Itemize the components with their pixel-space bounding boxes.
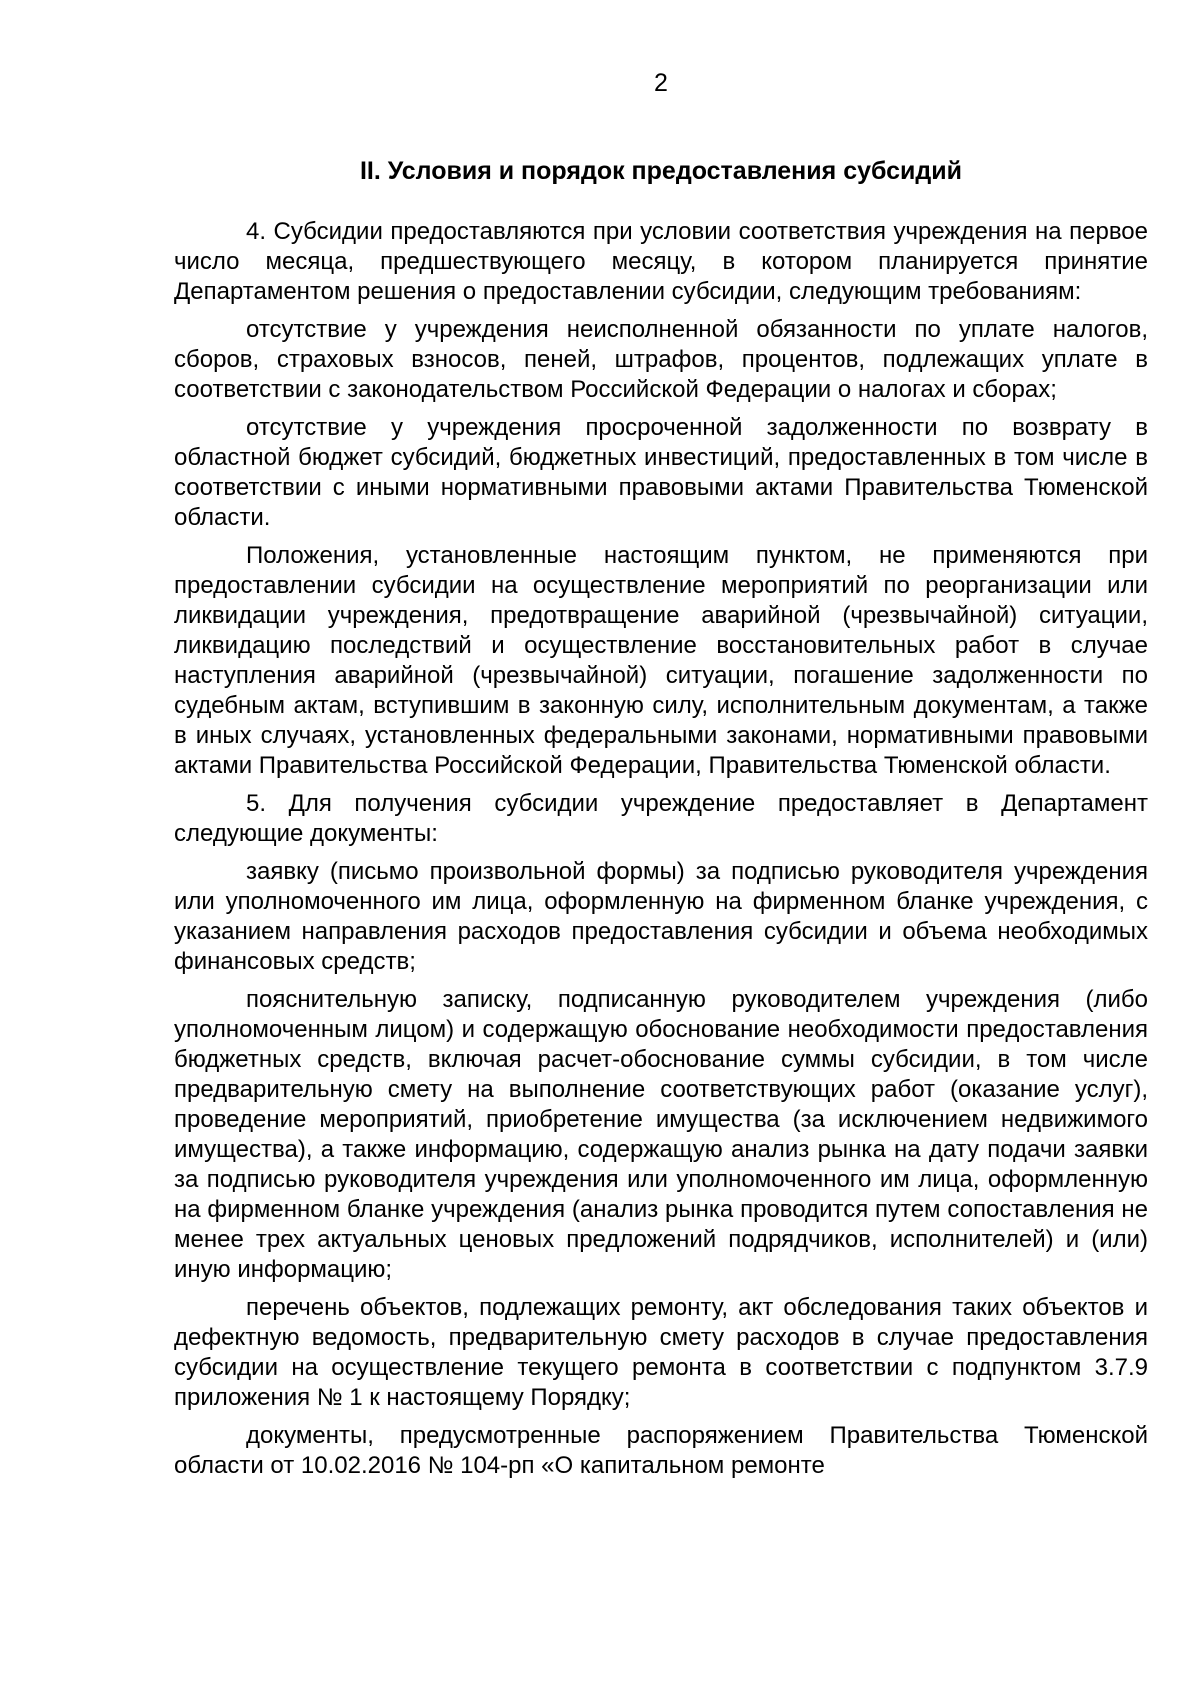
- page-number: 2: [654, 69, 668, 97]
- paragraph-no-overdue-debt: отсутствие у учреждения просроченной задолженности по возврату в областной бюджет субсидий, бюджетных инвестиций, предоставленных в том числе в соответствии с иными нормативными правовыми актами Правительства Тюменской области.: [174, 414, 1148, 531]
- paragraph-exceptions: Положения, установленные настоящим пунктом, не применяются при предоставлении субсидии на осуществление мероприятий по реорганизации или ликвидации учреждения, предотвращение аварийной (чрезвычайной) ситуации, ликвидацию последствий и осуществление восстановительных работ в случае наступления аварийной (чрезвычайной) ситуации, погашение задолженности по судебным актам, вступившим в законную силу, исполнительным документам, а также в иных случаях, установленных федеральными законами, нормативными правовыми актами Правительства Российской Федерации, Правительства Тюменской области.: [174, 542, 1148, 779]
- paragraph-application: заявку (письмо произвольной формы) за подписью руководителя учреждения или уполномоченного им лица, оформленную на фирменном бланке учреждения, с указанием направления расходов предоставления субсидии и объема необходимых финансовых средств;: [174, 858, 1148, 975]
- paragraph-repair-objects-list: перечень объектов, подлежащих ремонту, акт обследования таких объектов и дефектную ведомость, предварительную смету расходов в случае предоставления субсидии на осуществление текущего ремонта в соответствии с подпунктом 3.7.9 приложения № 1 к настоящему Порядку;: [174, 1294, 1148, 1411]
- paragraph-government-order-documents: документы, предусмотренные распоряжением Правительства Тюменской области от 10.02.2016 № 104-рп «О капитальном ремонте: [174, 1422, 1148, 1479]
- document-page: [174, 0, 1148, 1697]
- paragraph-item-4-conditions: 4. Субсидии предоставляются при условии соответствия учреждения на первое число месяца, предшествующего месяцу, в котором планируется принятие Департаментом решения о предоставлении субсидии, следующим требованиям:: [174, 218, 1148, 305]
- section-title: II. Условия и порядок предоставления субсидий: [359, 157, 962, 185]
- paragraph-item-5-documents: 5. Для получения субсидии учреждение предоставляет в Департамент следующие документы:: [174, 790, 1148, 847]
- paragraph-no-tax-debt: отсутствие у учреждения неисполненной обязанности по уплате налогов, сборов, страховых взносов, пеней, штрафов, процентов, подлежащих уплате в соответствии с законодательством Российской Федерации о налогах и сборах;: [174, 316, 1148, 403]
- paragraph-explanatory-note: пояснительную записку, подписанную руководителем учреждения (либо уполномоченным лицом) и содержащую обоснование необходимости предоставления бюджетных средств, включая расчет-обоснование суммы субсидии, в том числе предварительную смету на выполнение соответствующих работ (оказание услуг), проведение мероприятий, приобретение имущества (за исключением недвижимого имущества), а также информацию, содержащую анализ рынка на дату подачи заявки за подписью руководителя учреждения или уполномоченного им лица, оформленную на фирменном бланке учреждения (анализ рынка проводится путем сопоставления не менее трех актуальных ценовых предложений подрядчиков, исполнителей) и (или) иную информацию;: [174, 986, 1148, 1283]
- document-body: [174, 217, 1148, 1489]
